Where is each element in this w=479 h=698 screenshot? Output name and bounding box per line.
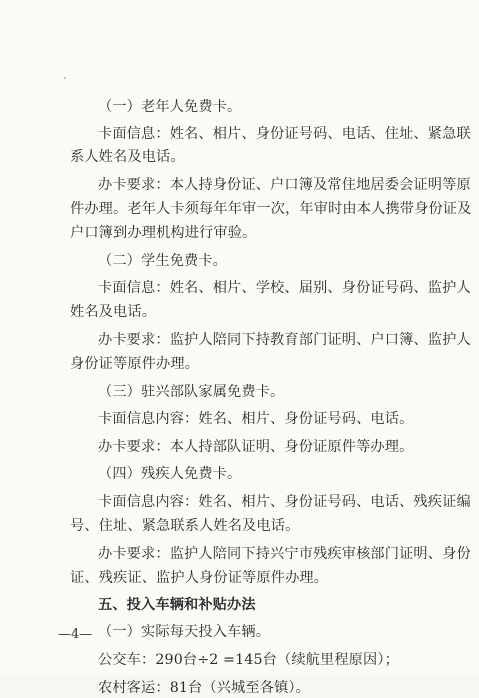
paragraph-line: 办卡要求：监护人陪同下持教育部门证明、户口簿、监护人 [98,332,471,348]
paragraph-line: 件办理。老年人卡须每年年审一次，年审时由本人携带身份证及 [70,201,472,217]
paragraph-line: 卡面信息：姓名、相片、学校、届别、身份证号码、监护人 [98,280,471,296]
paragraph-line: 号、住址、紧急联系人姓名及电话。 [70,518,300,534]
paragraph-line: 办卡要求：本人持身份证、户口簿及常住地居委会证明等原 [98,177,471,193]
paragraph-line: 姓名及电话。 [70,304,157,320]
paragraph-line: 系人姓名及电话。 [70,149,185,165]
paragraph-line: 公交车：290台÷2 =145台（续航里程原因）； [98,652,399,668]
section-heading-military-family-card: （三）驻兴部队家属免费卡。 [98,384,285,400]
paragraph-line: 卡面信息内容：姓名、相片、身份证号码、电话。 [98,411,414,427]
paragraph-line: 卡面信息：姓名、相片、身份证号码、电话、住址、紧急联 [98,126,471,142]
section-heading-vehicles-subsidy: 五、投入车辆和补贴办法 [98,597,256,613]
section-heading-elderly-card: （一）老年人免费卡。 [98,99,242,115]
paragraph-line: 卡面信息内容：姓名、相片、身份证号码、电话、残疾证编 [98,494,471,510]
paragraph-line: 证、残疾证、监护人身份证等原件办理。 [70,570,329,586]
page-number: —4— [58,627,93,642]
subsection-heading-daily-vehicles: （一）实际每天投入车辆。 [98,624,271,640]
section-heading-disabled-card: （四）残疾人免费卡。 [98,466,242,482]
paragraph-line: 身份证等原件办理。 [70,356,200,372]
section-heading-student-card: （二）学生免费卡。 [98,253,228,269]
paragraph-line: 办卡要求：监护人陪同下持兴宁市残疾审核部门证明、身份 [98,546,471,562]
paragraph-line: 户口簿到办理机构进行审验。 [70,225,257,241]
scan-speck [64,77,66,79]
paragraph-line: 农村客运：81台（兴城至各镇）。 [98,680,310,696]
paragraph-line: 办卡要求：本人持部队证明、身份证原件等办理。 [98,439,414,455]
